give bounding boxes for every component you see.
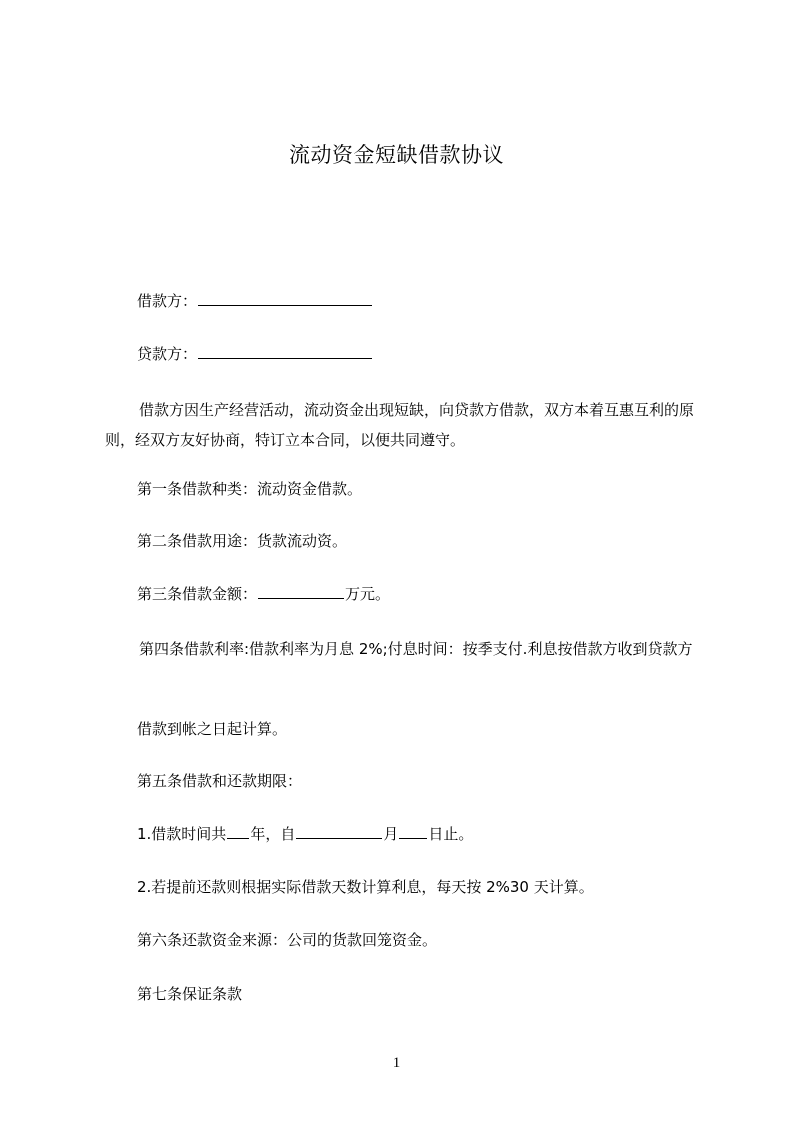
- article-5-item-1: [137, 822, 473, 845]
- start-date-blank: [296, 822, 382, 839]
- amount-blank: [258, 582, 344, 599]
- article-2: 第二条借款用途：货款流动资。: [137, 532, 348, 550]
- lender-line: [137, 342, 373, 365]
- item-1-text-d: 日止。: [428, 825, 474, 843]
- article-3-label: 第三条借款金额：: [137, 585, 258, 603]
- borrower-label: 借款方：: [137, 292, 198, 310]
- article-6: 第六条还款资金来源：公司的货款回笼资金。: [137, 931, 438, 949]
- article-3-unit: 万元。: [345, 585, 391, 603]
- article-4-text: 第四条借款利率:借款利率为月息 2%;付息时间：按季支付.利息按借款方收到贷款方: [139, 640, 693, 658]
- article-4-continued: 借款到帐之日起计算。: [137, 720, 288, 738]
- item-1-text-b: 年，自: [250, 825, 296, 843]
- item-1-text-a: 1.借款时间共: [137, 825, 227, 843]
- borrower-blank: [198, 289, 372, 306]
- lender-blank: [198, 342, 372, 359]
- page-number: 1: [392, 1055, 401, 1071]
- intro-text: 借款方因生产经营活动，流动资金出现短缺，向贷款方借款，双方本着互惠互利的原则，经双方友好协商，特订立本合同，以便共同遵守。: [105, 401, 695, 449]
- article-1: 第一条借款种类：流动资金借款。: [137, 480, 363, 498]
- intro-paragraph: [105, 395, 715, 455]
- borrower-line: [137, 289, 373, 312]
- article-5-item-2: 2.若提前还款则根据实际借款天数计算利息，每天按 2%30 天计算。: [137, 878, 594, 896]
- article-4: [105, 634, 715, 664]
- article-3: [137, 582, 390, 605]
- lender-label: 贷款方：: [137, 345, 198, 363]
- day-blank: [399, 822, 427, 839]
- article-5: 第五条借款和还款期限：: [137, 772, 303, 790]
- years-blank: [227, 822, 249, 839]
- article-7: 第七条保证条款: [137, 985, 243, 1003]
- item-1-text-c: 月: [383, 825, 399, 843]
- document-title: 流动资金短缺借款协议: [289, 143, 504, 167]
